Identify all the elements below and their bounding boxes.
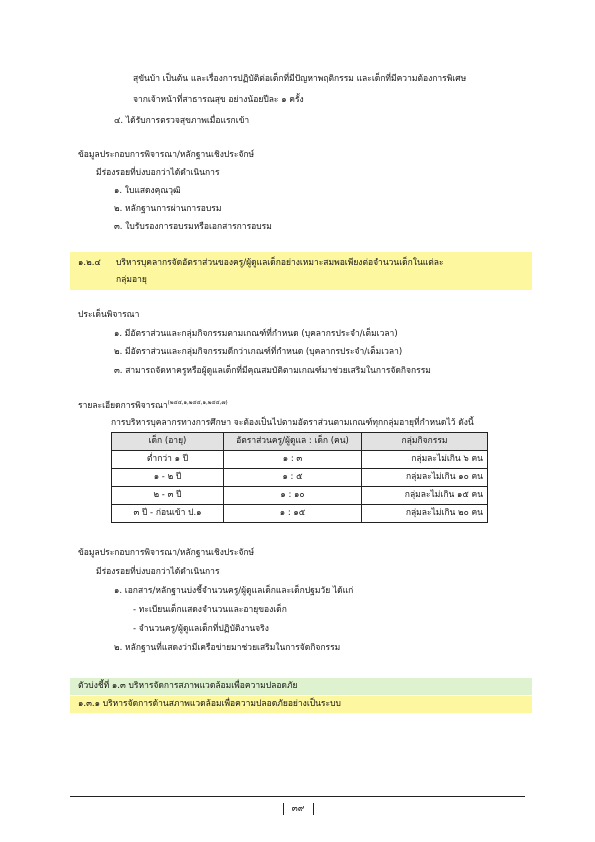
table-header-group: กลุ่มกิจกรรม [362, 433, 488, 451]
table-cell-ratio: ๑ : ๑๐ [224, 487, 362, 505]
consider-item-1: ๑. มีอัตราส่วนและกลุ่มกิจกรรมตามเกณฑ์ที่กำหนด (บุคลากรประจำ/เต็มเวลา) [114, 329, 398, 339]
evidence-sub-1: มีร่องรอยที่บ่งบอกว่าได้ดำเนินการ [96, 168, 220, 178]
table-row [112, 451, 488, 469]
table-row [112, 505, 488, 523]
table-cell-age: ๒ - ๓ ปี [112, 487, 224, 505]
evidence2-item-1: ๑. เอกสาร/หลักฐานบ่งชี้จำนวนครู/ผู้ดูแลเด็กและเด็กปฐมวัย ได้แก่ [114, 586, 354, 596]
consider-heading: ประเด็นพิจารณา [78, 310, 140, 320]
table-header-ratio: อัตราส่วนครู/ผู้ดูแล : เด็ก (คน) [224, 433, 362, 451]
table-row [112, 469, 488, 487]
section-13-sub: ๑.๓.๑ บริหารจัดการด้านสภาพแวดล้อมเพื่อความปลอดภัยอย่างเป็นระบบ [78, 699, 341, 709]
top-line-2: จากเจ้าหน้าที่สาธารณสุข อย่างน้อยปีละ ๑ ครั้ง [133, 95, 304, 105]
details-heading [78, 400, 228, 411]
details-intro: การบริหารบุคลากรทางการศึกษา จะต้องเป็นไปตามอัตราส่วนตามเกณฑ์ทุกกลุ่มอายุที่กำหนดไว้ ดังนี้ [111, 418, 474, 428]
table-cell-age: ๑ - ๒ ปี [112, 469, 224, 487]
section-13-title: ตัวบ่งชี้ที่ ๑.๓ บริหารจัดการสภาพแวดล้อมเพื่อความปลอดภัย [78, 681, 298, 691]
footer-rule [70, 796, 525, 797]
evidence-sub-2: มีร่องรอยที่บ่งบอกว่าได้ดำเนินการ [96, 567, 220, 577]
table-row [112, 487, 488, 505]
evidence-heading-1: ข้อมูลประกอบการพิจารณา/หลักฐานเชิงประจักษ์ [78, 150, 255, 160]
top-item-4: ๔. ได้รับการตรวจสุขภาพเมื่อแรกเข้า [114, 116, 250, 126]
page-number-bar-right [313, 803, 314, 815]
evidence2-bullet-1: - ทะเบียนเด็กแสดงจำนวนและอายุของเด็ก [133, 605, 287, 615]
indicator-line-2: กลุ่มอายุ [116, 275, 147, 285]
evidence2-bullet-2: - จำนวนครู/ผู้ดูแลเด็กที่ปฏิบัติงานจริง [133, 624, 269, 634]
table-cell-age: ๓ ปี - ก่อนเข้า ป.๑ [112, 505, 224, 523]
table-cell-ratio: ๑ : ๕ [224, 469, 362, 487]
evidence-item-1: ๑. ใบแสดงคุณวุฒิ [114, 186, 181, 196]
table-cell-group: กลุ่มละไม่เกิน ๑๕ คน [362, 487, 488, 505]
top-line-1: สุขันบ้า เป็นต้น และเรื่องการปฏิบัติต่อเด็กที่มีปัญหาพฤติกรรม และเด็กที่มีความต้องการพิเศษ [133, 74, 467, 84]
table-cell-ratio: ๑ : ๑๕ [224, 505, 362, 523]
table-cell-group: กลุ่มละไม่เกิน ๖ คน [362, 451, 488, 469]
consider-item-3: ๓. สามารถจัดหาครูหรือผู้ดูแลเด็กที่มีคุณสมบัติตามเกณฑ์มาช่วยเสริมในการจัดกิจกรรม [114, 366, 431, 376]
table-cell-age: ต่ำกว่า ๑ ปี [112, 451, 224, 469]
table-cell-ratio: ๑ : ๓ [224, 451, 362, 469]
indicator-code: ๑.๒.๔ [78, 258, 101, 268]
table-header-row [112, 433, 488, 451]
evidence-heading-2: ข้อมูลประกอบการพิจารณา/หลักฐานเชิงประจักษ์ [78, 548, 255, 558]
evidence-item-2: ๒. หลักฐานการผ่านการอบรม [114, 204, 222, 214]
details-superscript: (๒๔๔,๑,๒๔๔,๑,๒๔๔,๗) [167, 400, 228, 406]
consider-item-2: ๒. มีอัตราส่วนและกลุ่มกิจกรรมดีกว่าเกณฑ์ที่กำหนด (บุคลากรประจำ/เต็มเวลา) [114, 347, 403, 357]
page-number: ๓๙ [291, 804, 305, 814]
evidence2-item-2: ๒. หลักฐานที่แสดงว่ามีเครือข่ายมาช่วยเสริมในการจัดกิจกรรม [114, 643, 341, 653]
table-cell-group: กลุ่มละไม่เกิน ๑๐ คน [362, 469, 488, 487]
details-heading-text: รายละเอียดการพิจารณา [78, 400, 168, 411]
evidence-item-3: ๓. ใบรับรองการอบรมหรือเอกสารการอบรม [114, 222, 272, 232]
ratio-table [111, 432, 488, 523]
indicator-line-1: บริหารบุคลากรจัดอัตราส่วนของครู/ผู้ดูแลเด็กอย่างเหมาะสมพอเพียงต่อจำนวนเด็กในแต่ละ [116, 258, 444, 268]
table-header-age: เด็ก (อายุ) [112, 433, 224, 451]
table-cell-group: กลุ่มละไม่เกิน ๒๐ คน [362, 505, 488, 523]
